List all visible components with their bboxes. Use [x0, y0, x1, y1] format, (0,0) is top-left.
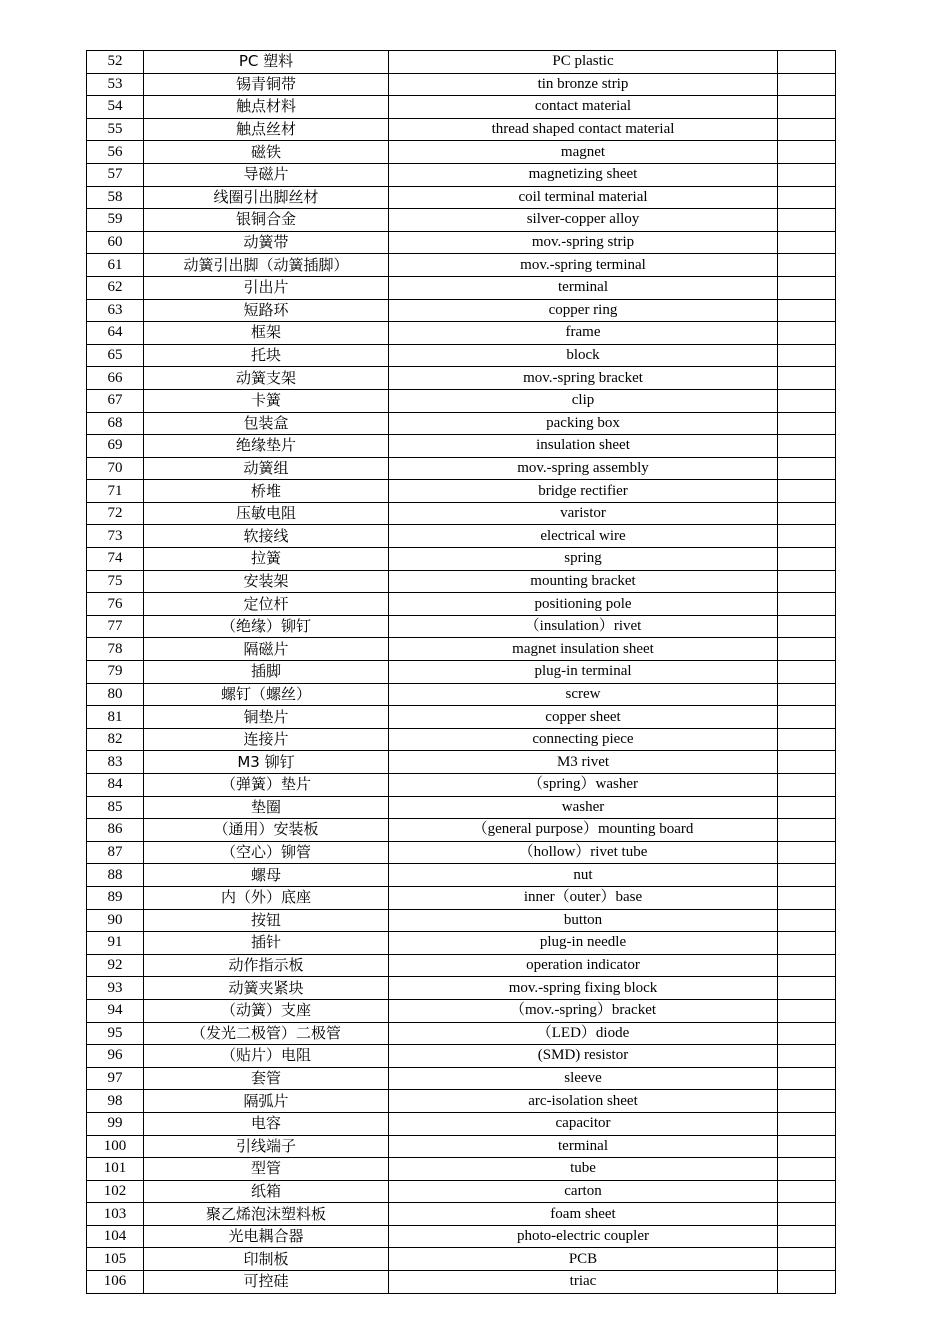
chinese-term-cell: 螺母 [144, 864, 389, 887]
empty-cell [778, 570, 836, 593]
item-number-cell: 101 [87, 1158, 144, 1181]
item-number-cell: 86 [87, 819, 144, 842]
item-number-cell: 83 [87, 751, 144, 774]
english-term-cell: washer [389, 796, 778, 819]
english-term-cell: nut [389, 864, 778, 887]
english-term-cell: bridge rectifier [389, 480, 778, 503]
empty-cell [778, 661, 836, 684]
empty-cell [778, 367, 836, 390]
glossary-table [86, 50, 836, 1294]
table-row [87, 886, 836, 909]
empty-cell [778, 525, 836, 548]
english-term-cell: mov.-spring terminal [389, 254, 778, 277]
item-number-cell: 72 [87, 502, 144, 525]
chinese-term-cell: 动簧夹紧块 [144, 977, 389, 1000]
empty-cell [778, 1090, 836, 1113]
table-row [87, 322, 836, 345]
table-row [87, 615, 836, 638]
chinese-term-cell: 插针 [144, 932, 389, 955]
item-number-cell: 60 [87, 231, 144, 254]
english-term-cell: inner（outer）base [389, 886, 778, 909]
item-number-cell: 52 [87, 51, 144, 74]
english-term-cell: mov.-spring bracket [389, 367, 778, 390]
item-number-cell: 78 [87, 638, 144, 661]
item-number-cell: 53 [87, 73, 144, 96]
english-term-cell: frame [389, 322, 778, 345]
item-number-cell: 100 [87, 1135, 144, 1158]
table-row [87, 276, 836, 299]
english-term-cell: （mov.-spring）bracket [389, 999, 778, 1022]
english-term-cell: tube [389, 1158, 778, 1181]
english-term-cell: block [389, 344, 778, 367]
english-term-cell: （LED）diode [389, 1022, 778, 1045]
english-term-cell: carton [389, 1180, 778, 1203]
english-term-cell: insulation sheet [389, 435, 778, 458]
empty-cell [778, 344, 836, 367]
empty-cell [778, 1271, 836, 1294]
table-row [87, 638, 836, 661]
table-row [87, 932, 836, 955]
item-number-cell: 73 [87, 525, 144, 548]
english-term-cell: （insulation）rivet [389, 615, 778, 638]
english-term-cell: mov.-spring strip [389, 231, 778, 254]
chinese-term-cell: 框架 [144, 322, 389, 345]
chinese-term-cell: 压敏电阻 [144, 502, 389, 525]
english-term-cell: magnetizing sheet [389, 163, 778, 186]
item-number-cell: 92 [87, 954, 144, 977]
empty-cell [778, 909, 836, 932]
table-row [87, 1022, 836, 1045]
table-row [87, 1271, 836, 1294]
chinese-term-cell: 短路环 [144, 299, 389, 322]
empty-cell [778, 977, 836, 1000]
item-number-cell: 97 [87, 1067, 144, 1090]
item-number-cell: 82 [87, 728, 144, 751]
item-number-cell: 89 [87, 886, 144, 909]
empty-cell [778, 389, 836, 412]
table-row [87, 186, 836, 209]
empty-cell [778, 1158, 836, 1181]
item-number-cell: 79 [87, 661, 144, 684]
table-row [87, 1067, 836, 1090]
empty-cell [778, 231, 836, 254]
chinese-term-cell: 插脚 [144, 661, 389, 684]
chinese-term-cell: PC 塑料 [144, 51, 389, 74]
chinese-term-cell: 内（外）底座 [144, 886, 389, 909]
english-term-cell: PC plastic [389, 51, 778, 74]
item-number-cell: 76 [87, 593, 144, 616]
item-number-cell: 81 [87, 706, 144, 729]
item-number-cell: 84 [87, 774, 144, 797]
english-term-cell: copper sheet [389, 706, 778, 729]
item-number-cell: 66 [87, 367, 144, 390]
table-row [87, 525, 836, 548]
chinese-term-cell: 铜垫片 [144, 706, 389, 729]
item-number-cell: 77 [87, 615, 144, 638]
english-term-cell: PCB [389, 1248, 778, 1271]
item-number-cell: 106 [87, 1271, 144, 1294]
empty-cell [778, 480, 836, 503]
table-row [87, 548, 836, 571]
chinese-term-cell: （发光二极管）二极管 [144, 1022, 389, 1045]
table-row [87, 841, 836, 864]
empty-cell [778, 163, 836, 186]
table-row [87, 864, 836, 887]
english-term-cell: sleeve [389, 1067, 778, 1090]
table-row [87, 502, 836, 525]
english-term-cell: magnet insulation sheet [389, 638, 778, 661]
empty-cell [778, 1248, 836, 1271]
chinese-term-cell: 连接片 [144, 728, 389, 751]
table-row [87, 73, 836, 96]
empty-cell [778, 1022, 836, 1045]
chinese-term-cell: 触点材料 [144, 96, 389, 119]
english-term-cell: （hollow）rivet tube [389, 841, 778, 864]
empty-cell [778, 322, 836, 345]
empty-cell [778, 96, 836, 119]
table-row [87, 796, 836, 819]
english-term-cell: （spring）washer [389, 774, 778, 797]
english-term-cell: clip [389, 389, 778, 412]
chinese-term-cell: 触点丝材 [144, 118, 389, 141]
english-term-cell: terminal [389, 276, 778, 299]
table-row [87, 706, 836, 729]
chinese-term-cell: 线圈引出脚丝材 [144, 186, 389, 209]
table-row [87, 1248, 836, 1271]
table-row [87, 480, 836, 503]
chinese-term-cell: 按钮 [144, 909, 389, 932]
item-number-cell: 59 [87, 209, 144, 232]
item-number-cell: 62 [87, 276, 144, 299]
table-row [87, 209, 836, 232]
empty-cell [778, 1067, 836, 1090]
chinese-term-cell: （绝缘）铆钉 [144, 615, 389, 638]
empty-cell [778, 638, 836, 661]
item-number-cell: 58 [87, 186, 144, 209]
item-number-cell: 55 [87, 118, 144, 141]
chinese-term-cell: 螺钉（螺丝） [144, 683, 389, 706]
empty-cell [778, 796, 836, 819]
english-term-cell: operation indicator [389, 954, 778, 977]
empty-cell [778, 1112, 836, 1135]
table-row [87, 1180, 836, 1203]
item-number-cell: 102 [87, 1180, 144, 1203]
table-row [87, 299, 836, 322]
empty-cell [778, 1045, 836, 1068]
table-row [87, 435, 836, 458]
english-term-cell: arc-isolation sheet [389, 1090, 778, 1113]
chinese-term-cell: 光电耦合器 [144, 1225, 389, 1248]
table-row [87, 1225, 836, 1248]
item-number-cell: 99 [87, 1112, 144, 1135]
item-number-cell: 75 [87, 570, 144, 593]
chinese-term-cell: 纸箱 [144, 1180, 389, 1203]
empty-cell [778, 435, 836, 458]
table-row [87, 1203, 836, 1226]
table-row [87, 570, 836, 593]
table-row [87, 909, 836, 932]
empty-cell [778, 615, 836, 638]
item-number-cell: 93 [87, 977, 144, 1000]
chinese-term-cell: 印制板 [144, 1248, 389, 1271]
english-term-cell: mov.-spring fixing block [389, 977, 778, 1000]
table-row [87, 683, 836, 706]
empty-cell [778, 141, 836, 164]
empty-cell [778, 1203, 836, 1226]
english-term-cell: screw [389, 683, 778, 706]
table-row [87, 1045, 836, 1068]
item-number-cell: 104 [87, 1225, 144, 1248]
empty-cell [778, 548, 836, 571]
table-row [87, 751, 836, 774]
chinese-term-cell: 托块 [144, 344, 389, 367]
empty-cell [778, 51, 836, 74]
chinese-term-cell: 安装架 [144, 570, 389, 593]
empty-cell [778, 841, 836, 864]
english-term-cell: plug-in terminal [389, 661, 778, 684]
chinese-term-cell: 锡青铜带 [144, 73, 389, 96]
chinese-term-cell: 引出片 [144, 276, 389, 299]
table-row [87, 819, 836, 842]
table-row [87, 999, 836, 1022]
chinese-term-cell: （贴片）电阻 [144, 1045, 389, 1068]
empty-cell [778, 502, 836, 525]
english-term-cell: M3 rivet [389, 751, 778, 774]
empty-cell [778, 999, 836, 1022]
table-row [87, 977, 836, 1000]
chinese-term-cell: 定位杆 [144, 593, 389, 616]
chinese-term-cell: 软接线 [144, 525, 389, 548]
empty-cell [778, 276, 836, 299]
empty-cell [778, 593, 836, 616]
chinese-term-cell: （弹簧）垫片 [144, 774, 389, 797]
english-term-cell: mov.-spring assembly [389, 457, 778, 480]
glossary-body [87, 51, 836, 1294]
chinese-term-cell: 银铜合金 [144, 209, 389, 232]
chinese-term-cell: 动簧组 [144, 457, 389, 480]
chinese-term-cell: 型管 [144, 1158, 389, 1181]
chinese-term-cell: 动簧支架 [144, 367, 389, 390]
empty-cell [778, 412, 836, 435]
english-term-cell: thread shaped contact material [389, 118, 778, 141]
chinese-term-cell: （通用）安装板 [144, 819, 389, 842]
empty-cell [778, 706, 836, 729]
english-term-cell: packing box [389, 412, 778, 435]
chinese-term-cell: 动簧引出脚（动簧插脚） [144, 254, 389, 277]
empty-cell [778, 254, 836, 277]
item-number-cell: 54 [87, 96, 144, 119]
table-row [87, 367, 836, 390]
table-row [87, 1090, 836, 1113]
item-number-cell: 85 [87, 796, 144, 819]
item-number-cell: 65 [87, 344, 144, 367]
table-row [87, 661, 836, 684]
chinese-term-cell: 隔磁片 [144, 638, 389, 661]
english-term-cell: button [389, 909, 778, 932]
item-number-cell: 70 [87, 457, 144, 480]
chinese-term-cell: 动簧带 [144, 231, 389, 254]
table-row [87, 344, 836, 367]
empty-cell [778, 209, 836, 232]
chinese-term-cell: （动簧）支座 [144, 999, 389, 1022]
chinese-term-cell: 磁铁 [144, 141, 389, 164]
empty-cell [778, 932, 836, 955]
item-number-cell: 96 [87, 1045, 144, 1068]
english-term-cell: magnet [389, 141, 778, 164]
english-term-cell: capacitor [389, 1112, 778, 1135]
table-row [87, 254, 836, 277]
item-number-cell: 95 [87, 1022, 144, 1045]
english-term-cell: spring [389, 548, 778, 571]
item-number-cell: 64 [87, 322, 144, 345]
item-number-cell: 71 [87, 480, 144, 503]
empty-cell [778, 299, 836, 322]
english-term-cell: positioning pole [389, 593, 778, 616]
item-number-cell: 88 [87, 864, 144, 887]
item-number-cell: 67 [87, 389, 144, 412]
chinese-term-cell: 垫圈 [144, 796, 389, 819]
english-term-cell: copper ring [389, 299, 778, 322]
empty-cell [778, 774, 836, 797]
english-term-cell: contact material [389, 96, 778, 119]
item-number-cell: 87 [87, 841, 144, 864]
english-term-cell: varistor [389, 502, 778, 525]
chinese-term-cell: 动作指示板 [144, 954, 389, 977]
empty-cell [778, 683, 836, 706]
table-row [87, 412, 836, 435]
table-row [87, 163, 836, 186]
english-term-cell: photo-electric coupler [389, 1225, 778, 1248]
item-number-cell: 98 [87, 1090, 144, 1113]
empty-cell [778, 728, 836, 751]
table-row [87, 728, 836, 751]
item-number-cell: 80 [87, 683, 144, 706]
item-number-cell: 56 [87, 141, 144, 164]
empty-cell [778, 1180, 836, 1203]
chinese-term-cell: 绝缘垫片 [144, 435, 389, 458]
english-term-cell: (SMD) resistor [389, 1045, 778, 1068]
item-number-cell: 63 [87, 299, 144, 322]
empty-cell [778, 751, 836, 774]
empty-cell [778, 864, 836, 887]
item-number-cell: 68 [87, 412, 144, 435]
english-term-cell: foam sheet [389, 1203, 778, 1226]
empty-cell [778, 819, 836, 842]
empty-cell [778, 954, 836, 977]
empty-cell [778, 1135, 836, 1158]
chinese-term-cell: 卡簧 [144, 389, 389, 412]
chinese-term-cell: 套管 [144, 1067, 389, 1090]
empty-cell [778, 457, 836, 480]
english-term-cell: triac [389, 1271, 778, 1294]
item-number-cell: 91 [87, 932, 144, 955]
english-term-cell: （general purpose）mounting board [389, 819, 778, 842]
chinese-term-cell: 桥堆 [144, 480, 389, 503]
chinese-term-cell: 聚乙烯泡沫塑料板 [144, 1203, 389, 1226]
chinese-term-cell: （空心）铆管 [144, 841, 389, 864]
english-term-cell: mounting bracket [389, 570, 778, 593]
table-row [87, 1135, 836, 1158]
table-row [87, 96, 836, 119]
empty-cell [778, 186, 836, 209]
table-row [87, 954, 836, 977]
english-term-cell: electrical wire [389, 525, 778, 548]
english-term-cell: connecting piece [389, 728, 778, 751]
item-number-cell: 90 [87, 909, 144, 932]
empty-cell [778, 886, 836, 909]
empty-cell [778, 73, 836, 96]
chinese-term-cell: 包装盒 [144, 412, 389, 435]
table-row [87, 1158, 836, 1181]
item-number-cell: 74 [87, 548, 144, 571]
english-term-cell: terminal [389, 1135, 778, 1158]
chinese-term-cell: 隔弧片 [144, 1090, 389, 1113]
chinese-term-cell: 拉簧 [144, 548, 389, 571]
table-row [87, 231, 836, 254]
table-row [87, 389, 836, 412]
item-number-cell: 94 [87, 999, 144, 1022]
item-number-cell: 69 [87, 435, 144, 458]
table-row [87, 457, 836, 480]
item-number-cell: 57 [87, 163, 144, 186]
table-row [87, 51, 836, 74]
empty-cell [778, 118, 836, 141]
table-row [87, 593, 836, 616]
chinese-term-cell: 引线端子 [144, 1135, 389, 1158]
item-number-cell: 61 [87, 254, 144, 277]
item-number-cell: 105 [87, 1248, 144, 1271]
english-term-cell: silver-copper alloy [389, 209, 778, 232]
table-row [87, 118, 836, 141]
chinese-term-cell: 可控硅 [144, 1271, 389, 1294]
english-term-cell: tin bronze strip [389, 73, 778, 96]
table-row [87, 774, 836, 797]
empty-cell [778, 1225, 836, 1248]
chinese-term-cell: M3 铆钉 [144, 751, 389, 774]
chinese-term-cell: 电容 [144, 1112, 389, 1135]
table-row [87, 141, 836, 164]
english-term-cell: coil terminal material [389, 186, 778, 209]
english-term-cell: plug-in needle [389, 932, 778, 955]
chinese-term-cell: 导磁片 [144, 163, 389, 186]
item-number-cell: 103 [87, 1203, 144, 1226]
table-row [87, 1112, 836, 1135]
